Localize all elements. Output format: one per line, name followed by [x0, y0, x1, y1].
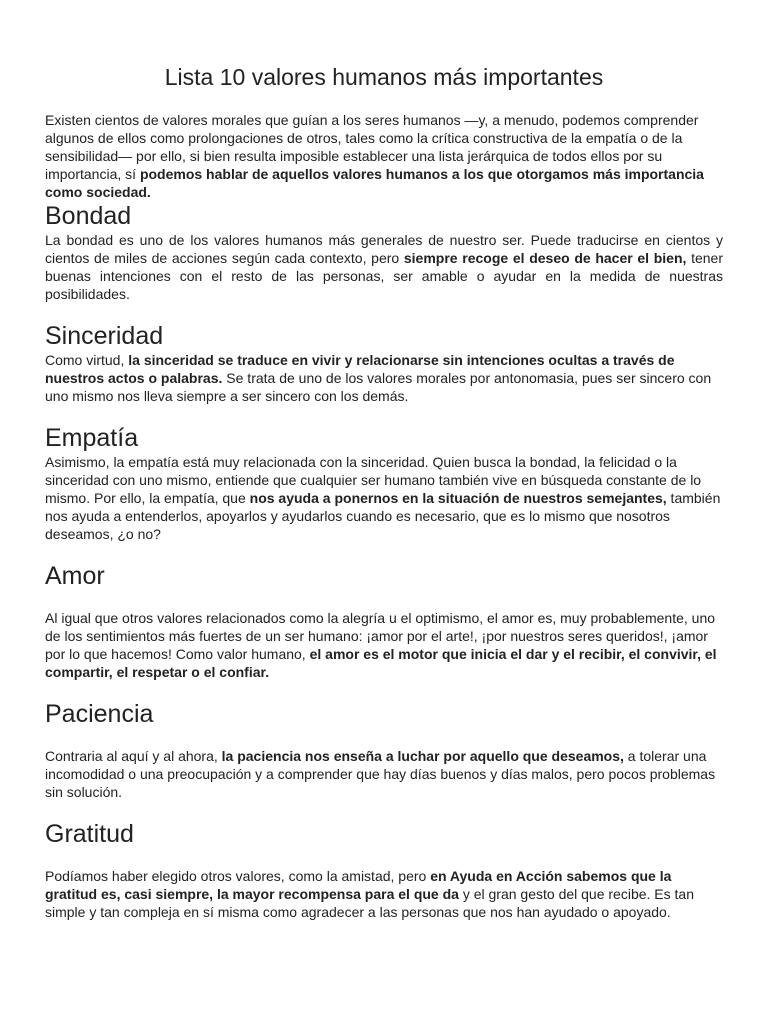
section-gratitud [45, 819, 723, 921]
section-text: Como virtud, la sinceridad se traduce en vivir y relacionarse sin intenciones ocultas a través de nuestros actos o palabras. Se trata de uno de los valores morales por antonomasia, pues ser sincero con uno mismo nos lleva siempre a ser sincero con los demás. [45, 352, 712, 404]
section-heading: Sinceridad [45, 322, 164, 350]
section-paciencia [45, 699, 723, 801]
section-text: Podíamos haber elegido otros valores, como la amistad, pero en Ayuda en Acción sabemos que la gratitud es, casi siempre, la mayor recompensa para el que da y el gran gesto del que recibe. Es tan simple y tan compleja en sí misma como agradecer a las personas que nos han ayudado o apoyado. [45, 868, 694, 920]
section-heading: Bondad [45, 202, 132, 230]
section-heading: Gratitud [45, 820, 134, 848]
section-text: Al igual que otros valores relacionados como la alegría u el optimismo, el amor es, muy probablemente, uno de los sentimientos más fuertes de un ser humano: ¡amor por el arte!, ¡por nuestros seres queridos!, ¡amor por lo que hacemos! Como valor humano, el amor es el motor que inicia el dar y el recibir, el convivir, el compartir, el respetar o el confiar. [45, 610, 717, 680]
section-heading: Empatía [45, 424, 139, 452]
section-heading: Paciencia [45, 700, 154, 728]
section-text: Contraria al aquí y al ahora, la paciencia nos enseña a luchar por aquello que deseamos, a tolerar una incomodidad o una preocupación y a comprender que hay días buenos y días malos, pero pocos problemas sin solución. [45, 748, 716, 800]
section-bondad [45, 201, 723, 303]
section-empatia [45, 423, 723, 543]
page-title: Lista 10 valores humanos más importantes [164, 64, 604, 90]
section-sinceridad [45, 321, 723, 405]
section-amor [45, 561, 723, 681]
intro-text: Existen cientos de valores morales que guían a los seres humanos —y, a menudo, podemos comprender algunos de ellos como prolongaciones de otros, tales como la crítica constructiva de la empatía o de la sensibilidad— por ello, si bien resulta imposible establecer una lista jerárquica de todos ellos por su importancia, sí podemos hablar de aquellos valores humanos a los que otorgamos más importancia como sociedad. [45, 112, 704, 200]
section-text: Asimismo, la empatía está muy relacionada con la sinceridad. Quien busca la bondad, la felicidad o la sinceridad con uno mismo, entiende que cualquier ser humano también vive en búsqueda constante de lo mismo. Por ello, la empatía, que nos ayuda a ponernos en la situación de nuestros semejantes, también nos ayuda a entenderlos, apoyarlos y ayudarlos cuando es necesario, que es lo mismo que nosotros deseamos, ¿o no? [45, 454, 721, 542]
section-text: La bondad es uno de los valores humanos más generales de nuestro ser. Puede traducirse en cientos y cientos de miles de acciones según cada contexto, pero siempre recoge el deseo de hacer el bien, tener buenas intenciones con el resto de las personas, ser amable o ayudar en la medida de nuestras posibilidades. [45, 232, 723, 302]
intro-paragraph [45, 111, 723, 201]
section-heading: Amor [45, 562, 105, 590]
